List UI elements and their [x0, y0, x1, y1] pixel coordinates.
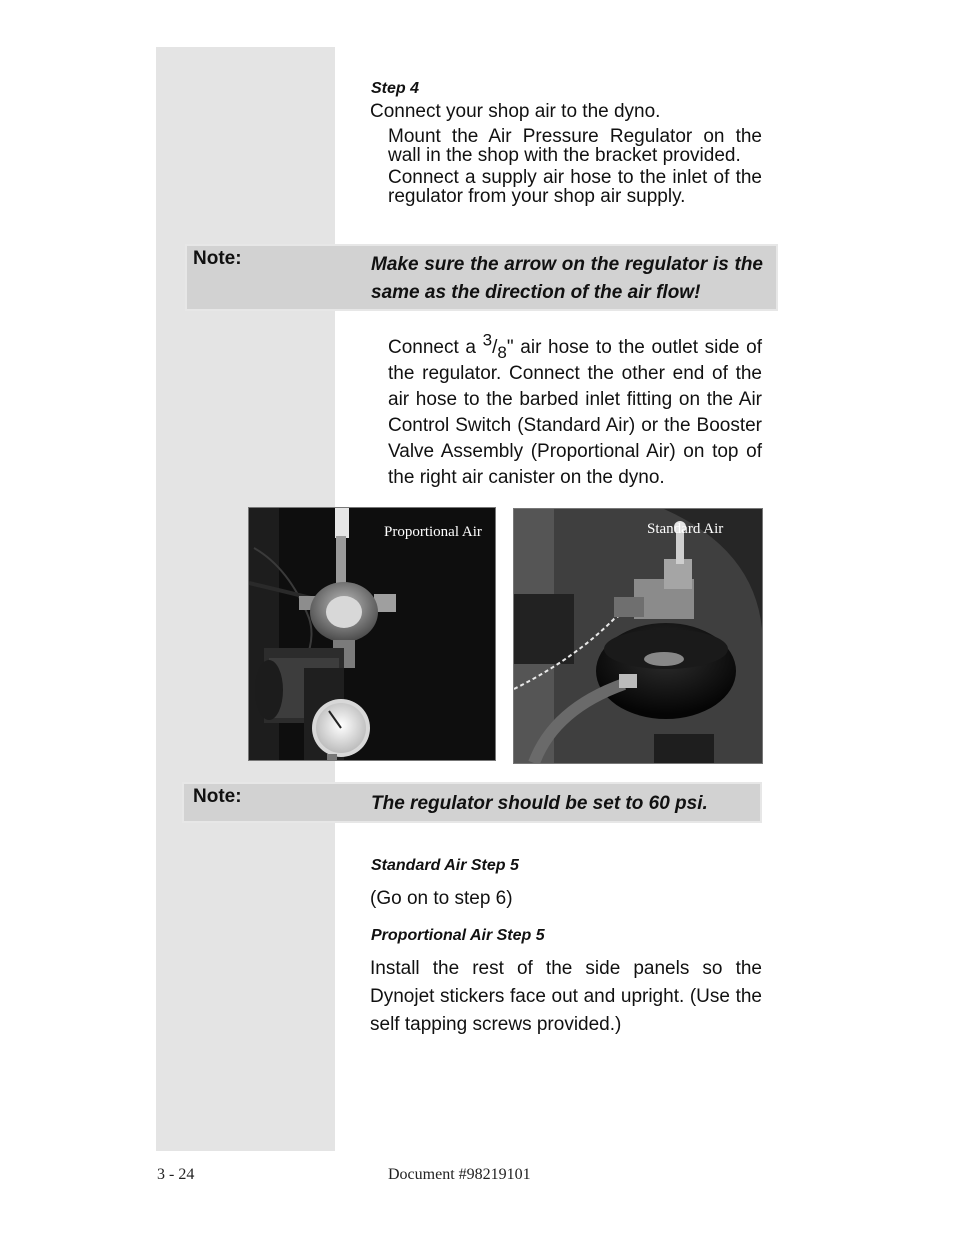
- proportional-step5-title: Proportional Air Step 5: [371, 927, 545, 944]
- note-text-psi: The regulator should be set to 60 psi.: [371, 793, 708, 814]
- note-box-arrow: [185, 244, 778, 311]
- hose-text-prefix: Connect a: [388, 337, 483, 358]
- proportional-step5-text: Install the rest of the side panels so the Dynojet stickers face out and upright. (Use the self tapping screws provided.): [370, 958, 762, 1035]
- photo-label-standard: Standard Air: [647, 521, 724, 537]
- regulator-photo-illustration: [249, 508, 495, 760]
- note-label-psi: Note:: [193, 786, 242, 807]
- standard-step5-text: (Go on to step 6): [370, 888, 513, 909]
- fraction-slash: /: [492, 337, 498, 358]
- note-text-arrow: Make sure the arrow on the regulator is the same as the direction of the air flow!: [371, 254, 763, 303]
- standard-step5-title: Standard Air Step 5: [371, 857, 519, 874]
- step4-item-1: Mount the Air Pressure Regulator on the wall in the shop with the bracket provided.: [388, 126, 762, 166]
- note-box-psi: [182, 782, 762, 823]
- step4-intro: Connect your shop air to the dyno.: [370, 101, 661, 122]
- fraction-numerator: 3: [482, 330, 493, 350]
- photo-standard-air: [513, 508, 763, 764]
- hose-text-rest: " air hose to the outlet side of the regulator. Connect the other end of the air hose to the barbed inlet fitting on the Air Control Switch (Standard Air) or the Booster Valve Assembly (Proportional Air) on top of the right air canister on the dyno.: [388, 337, 762, 488]
- hose-instructions: [388, 330, 762, 491]
- step4-item-2: Connect a supply air hose to the inlet of the regulator from your shop air supply.: [388, 167, 762, 207]
- fraction-denominator: 8: [497, 342, 507, 362]
- photo-label-proportional: Proportional Air: [384, 524, 482, 540]
- canister-photo-illustration: [514, 509, 762, 763]
- note-label: Note:: [193, 248, 242, 269]
- photo-proportional-air: [248, 507, 496, 761]
- document-number: Document #98219101: [388, 1166, 531, 1183]
- step4-title: Step 4: [371, 80, 420, 97]
- page-number: 3 - 24: [157, 1166, 195, 1183]
